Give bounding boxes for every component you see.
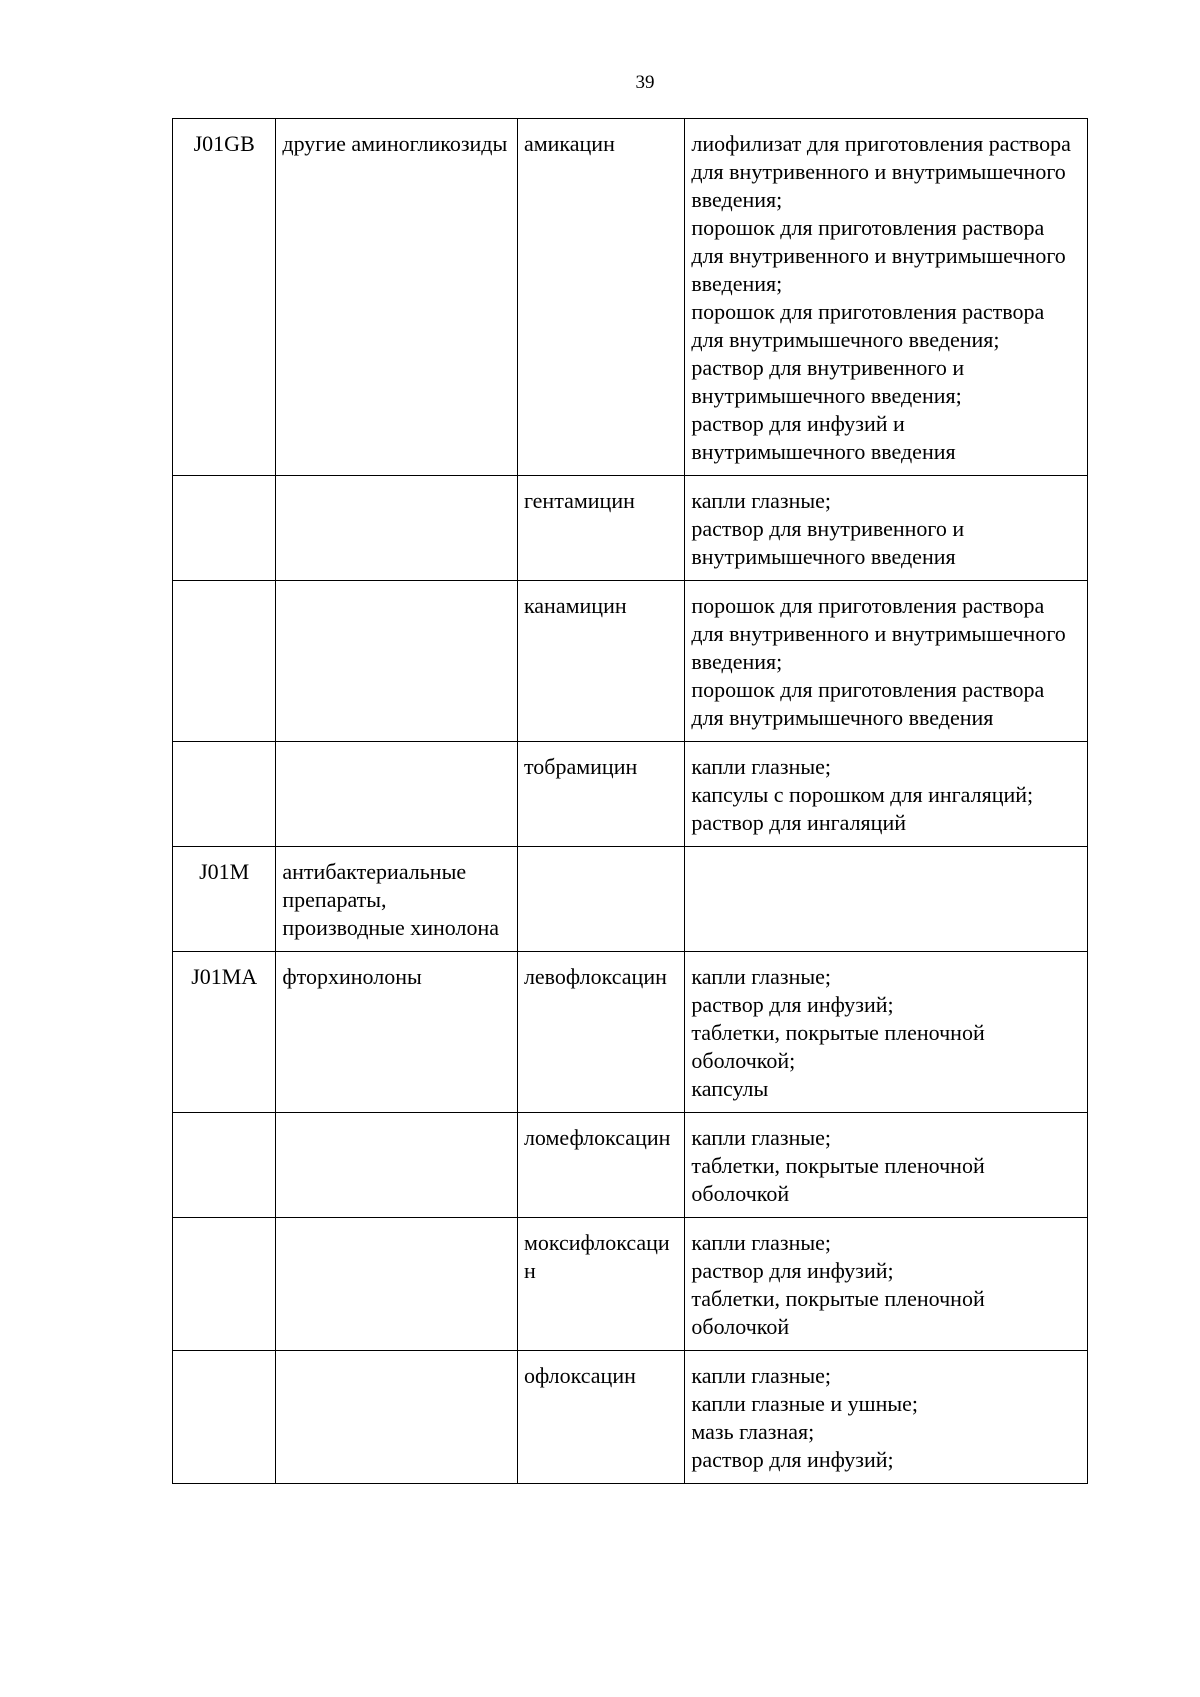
dosage-form-item: капли глазные; [691,754,832,779]
anatomical-group-cell [276,1218,518,1351]
drug-name-cell: тобрамицин [517,742,684,847]
page-number: 39 [635,72,655,93]
anatomical-group-cell: антибактериальные препараты, производные хинолона [276,847,518,952]
dosage-form-item: раствор для внутривенного и внутримышечного введения [691,516,965,569]
table-row [173,581,1088,742]
anatomical-group-cell [276,1351,518,1484]
dosage-form-item: капли глазные; [691,1363,832,1388]
atc-code-cell [173,1113,276,1218]
anatomical-group-cell: фторхинолоны [276,952,518,1113]
dosage-forms-cell [685,476,1088,581]
table-row [173,476,1088,581]
table-row [173,847,1088,952]
dosage-forms-cell [685,1218,1088,1351]
dosage-forms-cell [685,119,1088,476]
dosage-form-item: капсулы [691,1076,769,1101]
atc-code-cell [173,476,276,581]
dosage-forms-cell [685,1113,1088,1218]
table-row [173,119,1088,476]
drug-table [172,118,1088,1484]
dosage-forms-cell [685,847,1088,952]
dosage-forms-cell [685,581,1088,742]
drug-name-cell: ломефлоксацин [517,1113,684,1218]
anatomical-group-cell [276,742,518,847]
dosage-form-item: раствор для инфузий; [691,992,894,1017]
dosage-form-item: капли глазные; [691,1125,832,1150]
dosage-forms-cell [685,742,1088,847]
table-row [173,742,1088,847]
atc-code-cell [173,1351,276,1484]
atc-code-cell: J01GB [173,119,276,476]
table-row [173,1218,1088,1351]
drug-name-cell: левофлоксацин [517,952,684,1113]
dosage-form-item: таблетки, покрытые пленочной оболочкой [691,1153,985,1206]
anatomical-group-cell: другие аминогликозиды [276,119,518,476]
table-row [173,1351,1088,1484]
dosage-form-item: капли глазные; [691,1230,832,1255]
dosage-form-item: раствор для инфузий; [691,1447,894,1472]
drug-name-cell: офлоксацин [517,1351,684,1484]
drug-table-body [173,119,1088,1484]
dosage-form-item: капли глазные; [691,488,832,513]
anatomical-group-cell [276,476,518,581]
dosage-forms-cell [685,1351,1088,1484]
dosage-form-item: раствор для инфузий; [691,1258,894,1283]
table-row [173,1113,1088,1218]
atc-code-cell [173,581,276,742]
dosage-form-item: мазь глазная; [691,1419,815,1444]
anatomical-group-cell [276,581,518,742]
dosage-form-item: порошок для приготовления раствора для внутривенного и внутримышечного введения; [691,215,1066,296]
drug-name-cell: амикацин [517,119,684,476]
atc-code-cell [173,1218,276,1351]
table-row [173,952,1088,1113]
dosage-form-item: раствор для ингаляций [691,810,906,835]
drug-name-cell [517,847,684,952]
dosage-form-item: порошок для приготовления раствора для внутримышечного введения; [691,299,1045,352]
dosage-form-item: капли глазные; [691,964,832,989]
anatomical-group-cell [276,1113,518,1218]
dosage-form-item: капли глазные и ушные; [691,1391,919,1416]
atc-code-cell: J01M [173,847,276,952]
dosage-form-item: раствор для внутривенного и внутримышечного введения; [691,355,965,408]
atc-code-cell: J01MA [173,952,276,1113]
drug-name-cell: гентамицин [517,476,684,581]
dosage-forms-cell [685,952,1088,1113]
dosage-form-item: раствор для инфузий и внутримышечного введения [691,411,956,464]
dosage-form-item: капсулы с порошком для ингаляций; [691,782,1034,807]
drug-name-cell: канамицин [517,581,684,742]
atc-code-cell [173,742,276,847]
drug-name-cell: моксифлоксацин [517,1218,684,1351]
dosage-form-item: таблетки, покрытые пленочной оболочкой; [691,1020,985,1073]
dosage-form-item: порошок для приготовления раствора для внутривенного и внутримышечного введения; [691,593,1066,674]
dosage-form-item: лиофилизат для приготовления раствора для внутривенного и внутримышечного введения; [691,131,1071,212]
dosage-form-item: порошок для приготовления раствора для внутримышечного введения [691,677,1045,730]
dosage-form-item: таблетки, покрытые пленочной оболочкой [691,1286,985,1339]
